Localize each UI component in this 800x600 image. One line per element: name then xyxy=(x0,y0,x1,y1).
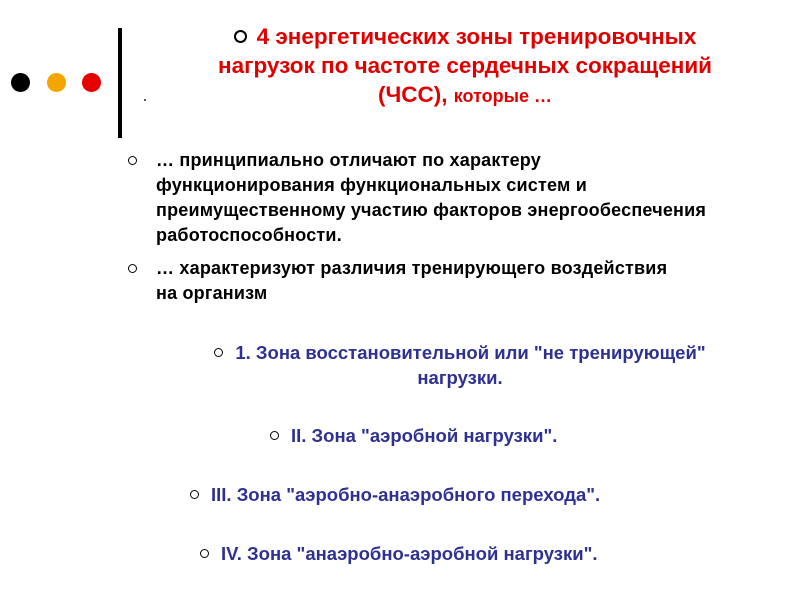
title-line-3: (ЧСС), xyxy=(377,82,448,107)
body-item-text: … принципиально отличают по характеру функционирования функциональных систем и преимущественному участию факторов энергообеспечения работоспособности. xyxy=(156,150,707,245)
decor-dot-black xyxy=(11,73,30,92)
body-item-text: … характеризуют различия тренирующего воздействия на организм xyxy=(156,258,668,303)
zone-3-text: III. Зона "аэробно-анаэробного перехода". xyxy=(211,484,601,505)
bullet-icon xyxy=(200,549,209,558)
body-item-2 xyxy=(128,256,676,306)
zone-1-line-1: 1. Зона восстановительной или "не тренирующей" xyxy=(235,342,706,363)
bullet-icon xyxy=(128,156,137,165)
zone-2 xyxy=(270,423,557,448)
title-suffix: которые … xyxy=(453,86,553,106)
title-line-2: нагрузок по частоте сердечных сокращений xyxy=(218,53,712,78)
title-line-1: 4 энергетических зоны тренировочных xyxy=(256,24,697,49)
zone-1-line-2: нагрузки. xyxy=(417,367,503,388)
body-item-1 xyxy=(128,148,716,248)
decor-vertical-line xyxy=(118,28,122,138)
zone-4-text: IV. Зона "анаэробно-аэробной нагрузки". xyxy=(221,543,598,564)
bullet-icon xyxy=(190,490,199,499)
bullet-icon xyxy=(270,431,279,440)
decor-dot-red xyxy=(82,73,101,92)
decor-tiny-dot xyxy=(144,99,146,101)
zone-2-text: II. Зона "аэробной нагрузки". xyxy=(291,425,558,446)
zone-1 xyxy=(140,340,780,390)
slide-title xyxy=(150,22,780,111)
zone-4 xyxy=(200,541,598,566)
bullet-icon xyxy=(214,348,223,357)
zone-3 xyxy=(190,482,600,507)
bullet-icon xyxy=(128,264,137,273)
bullet-icon xyxy=(234,30,247,43)
decor-dot-orange xyxy=(47,73,66,92)
